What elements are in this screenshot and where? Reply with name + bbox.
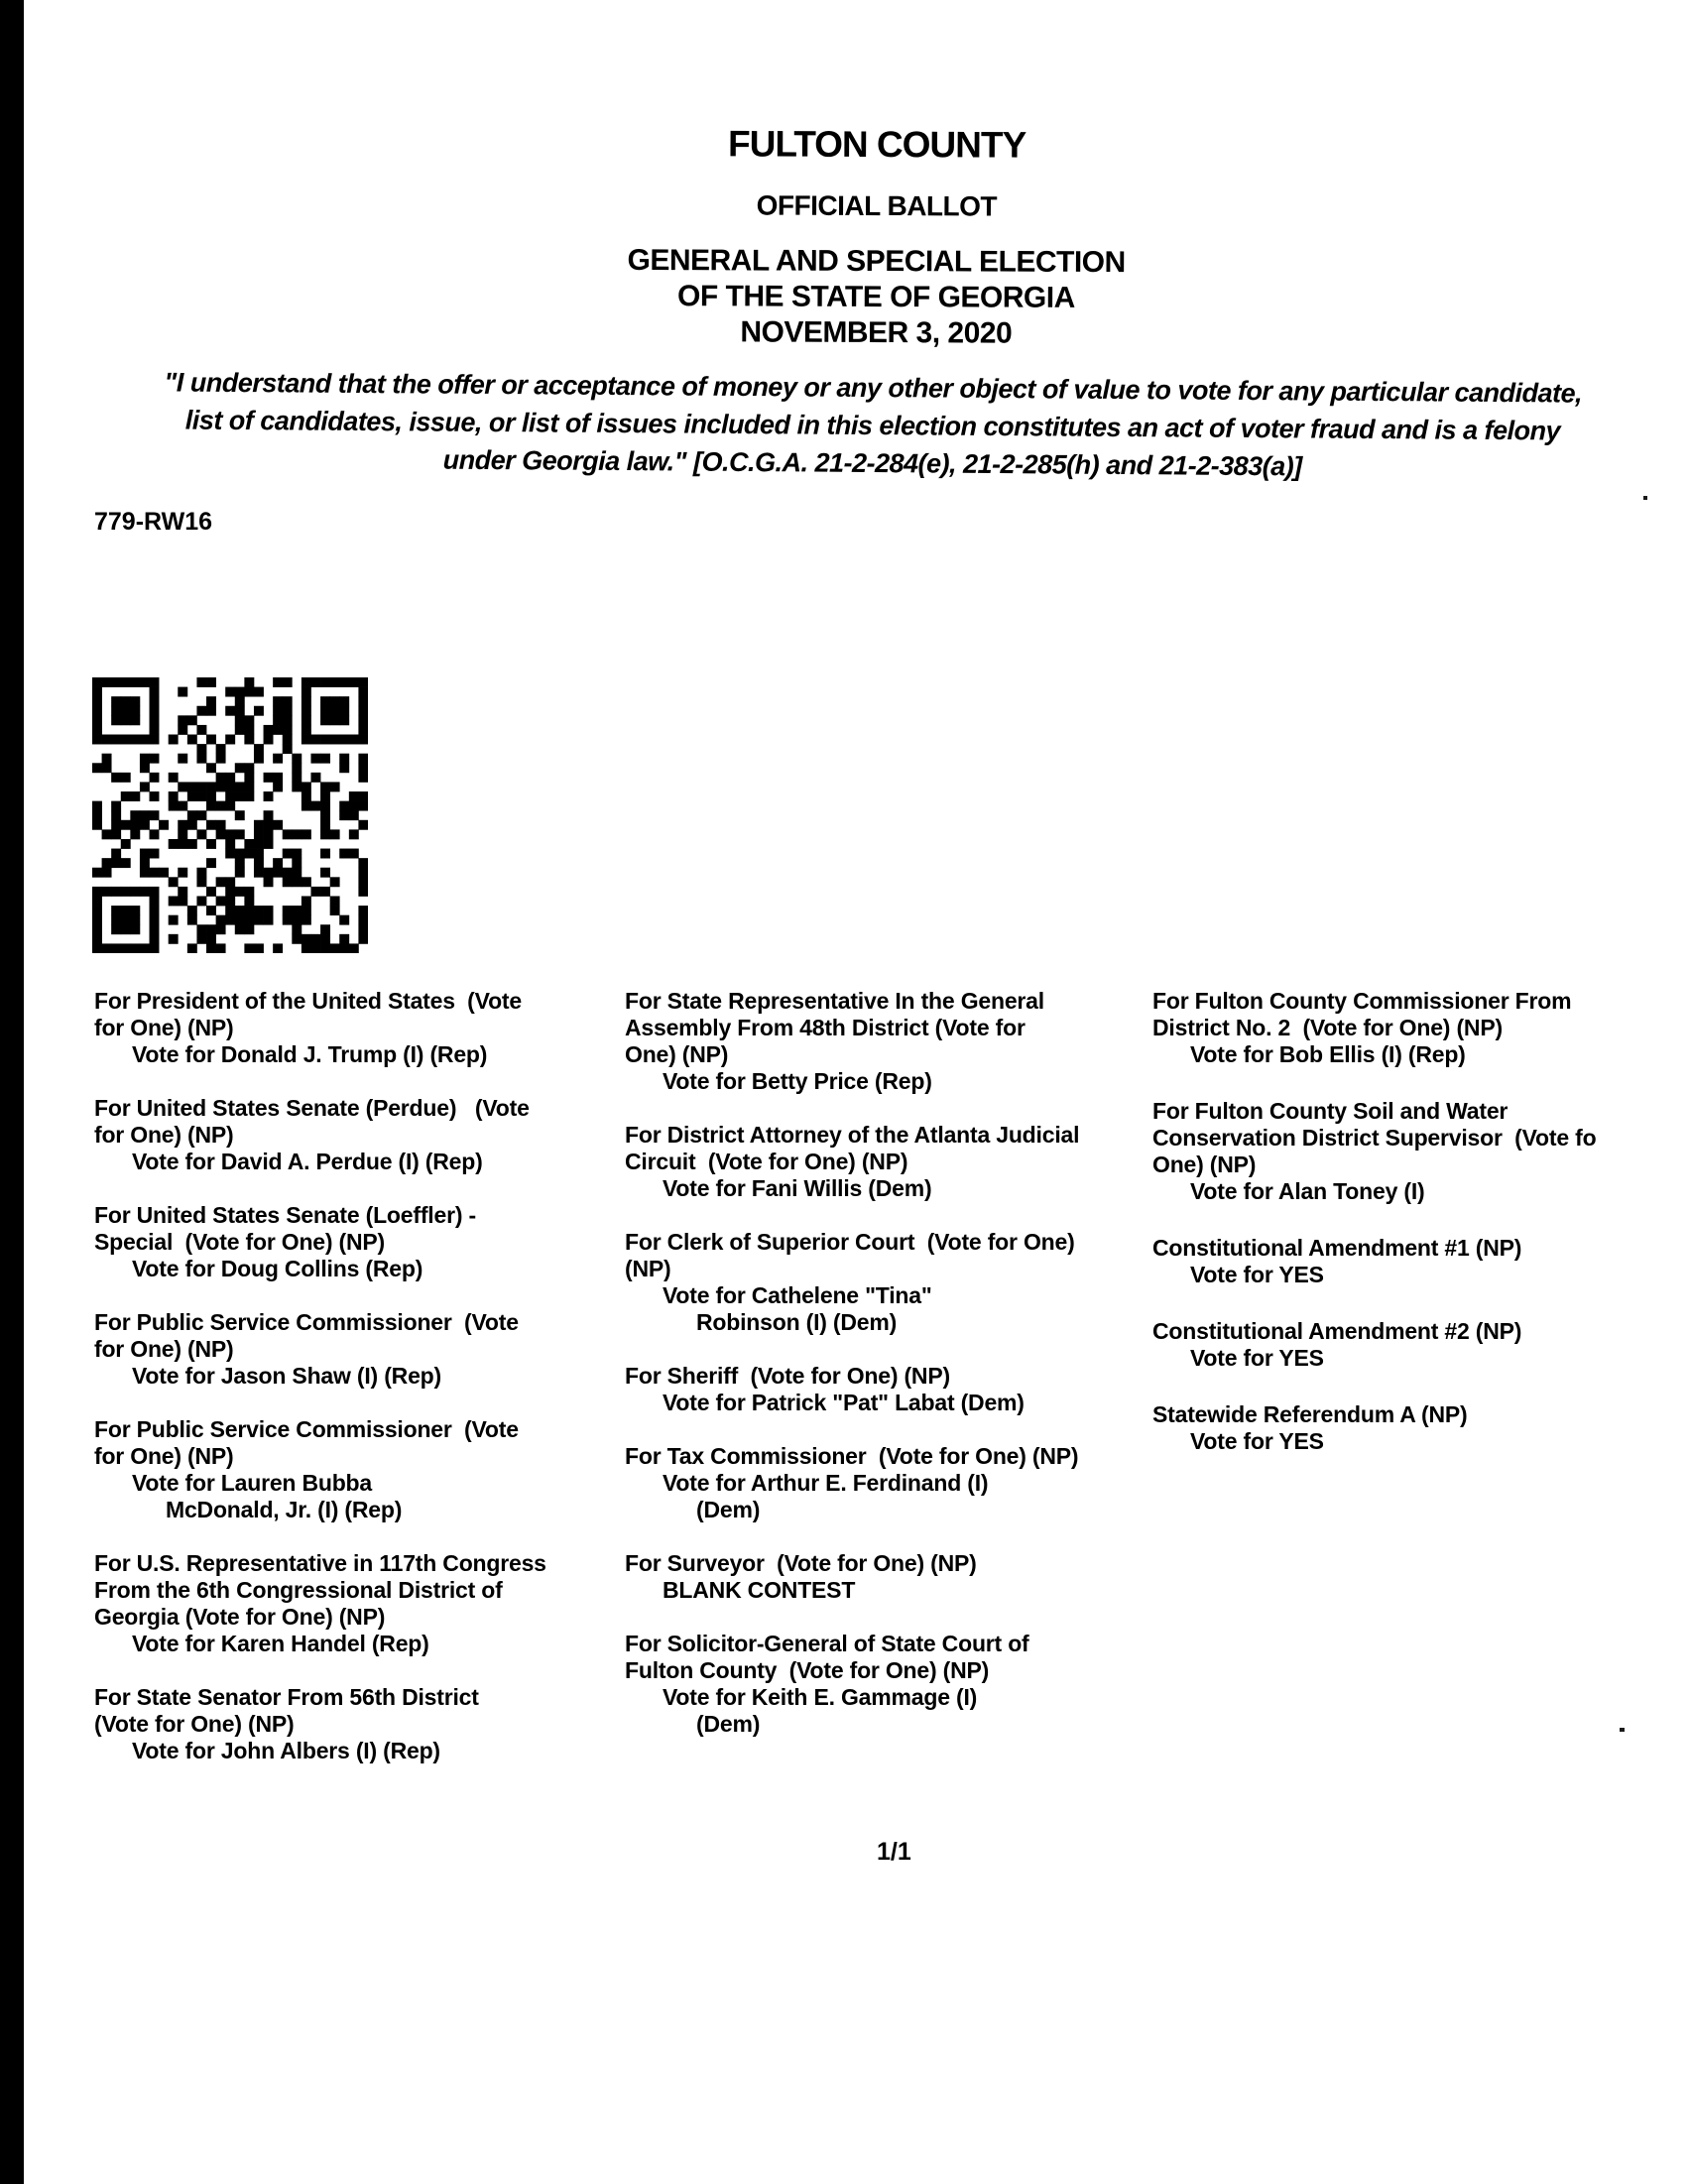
contest-title-line: Statewide Referendum A (NP) (1152, 1401, 1468, 1427)
ballot-header (31, 0, 1690, 355)
ballot-style-code: 779-RW16 (94, 508, 213, 536)
disclaimer-line: list of candidates, issue, or list of issues included in this election constitutes an act of voter fraud and is a felony (184, 405, 1561, 446)
contest-title-line: Circuit (Vote for One) (NP) (625, 1149, 908, 1174)
contest-title-line: For Fulton County Soil and Water (1152, 1098, 1509, 1124)
election-name-line: OF THE STATE OF GEORGIA (677, 280, 1075, 314)
contest-title-line: For Surveyor (Vote for One) (NP) (625, 1550, 977, 1576)
contest-title-line: For President of the United States (Vote (94, 988, 522, 1014)
page-number: 1/1 (877, 1838, 911, 1866)
qr-code-icon (92, 677, 368, 953)
vote-line: Vote for Doug Collins (Rep) (132, 1256, 423, 1281)
vote-line: Robinson (I) (Dem) (696, 1309, 898, 1335)
contest (625, 1631, 1079, 1738)
contest-title-line: For Solicitor-General of State Court of (625, 1631, 1029, 1656)
contest-title-line: For Fulton County Commissioner From (1152, 988, 1572, 1014)
vote-line: Vote for Betty Price (Rep) (663, 1068, 932, 1094)
vote-line: McDonald, Jr. (I) (Rep) (166, 1497, 403, 1522)
contest-title-line: For Public Service Commissioner (Vote (94, 1416, 519, 1442)
contest-title-line: One) (NP) (1152, 1152, 1257, 1177)
scan-speck (1643, 496, 1647, 500)
vote-line: (Dem) (696, 1497, 761, 1522)
ballot-column (94, 988, 546, 1791)
election-name (31, 240, 1690, 354)
contest-title-line: For Sheriff (Vote for One) (NP) (625, 1363, 950, 1389)
vote-line: Vote for Lauren Bubba (132, 1470, 372, 1496)
scanner-edge-bar (0, 0, 24, 2184)
contest-title-line: For Public Service Commissioner (Vote (94, 1309, 519, 1335)
contest (94, 1684, 546, 1764)
county-title: FULTON COUNTY (727, 123, 1026, 166)
ballot-column (625, 988, 1079, 1764)
disclaimer-line: under Georgia law." [O.C.G.A. 21-2-284(e), 21-2-285(h) and 21-2-383(a)] (442, 444, 1302, 482)
contest (94, 1416, 546, 1523)
contest-title-line: For Clerk of Superior Court (Vote for One) (625, 1229, 1075, 1255)
contest-title-line: Constitutional Amendment #1 (NP) (1152, 1235, 1522, 1261)
disclaimer-line: "I understand that the offer or acceptance of money or any other object of value to vote for any particular candidate, (164, 367, 1583, 409)
official-ballot-label: OFFICIAL BALLOT (756, 189, 998, 222)
contest-title-line: Assembly From 48th District (Vote for (625, 1015, 1026, 1040)
contest-title-line: District No. 2 (Vote for One) (NP) (1152, 1015, 1503, 1040)
contest (1152, 1235, 1596, 1288)
vote-line: BLANK CONTEST (663, 1577, 856, 1603)
vote-line: Vote for YES (1190, 1345, 1324, 1371)
ballot-column (1152, 988, 1596, 1485)
contest-title-line: Constitutional Amendment #2 (NP) (1152, 1318, 1522, 1344)
contest-title-line: Fulton County (Vote for One) (NP) (625, 1657, 990, 1683)
contest-title-line: Special (Vote for One) (NP) (94, 1229, 386, 1255)
contest-title-line: for One) (NP) (94, 1336, 234, 1362)
contest-title-line: For United States Senate (Perdue) (Vote (94, 1095, 530, 1121)
contest-title-line: (NP) (625, 1256, 671, 1281)
election-date: NOVEMBER 3, 2020 (740, 315, 1013, 350)
contest-title-line: for One) (NP) (94, 1443, 234, 1469)
vote-line: Vote for John Albers (I) (Rep) (132, 1738, 440, 1763)
vote-line: Vote for YES (1190, 1262, 1324, 1287)
contest (94, 988, 546, 1068)
contest (94, 1095, 546, 1175)
vote-line: Vote for Cathelene "Tina" (663, 1282, 932, 1308)
contest-title-line: Conservation District Supervisor (Vote fo (1152, 1125, 1597, 1151)
voter-fraud-disclaimer (28, 362, 1690, 488)
contest (1152, 1401, 1596, 1455)
contest (625, 1550, 1079, 1604)
contest (625, 1229, 1079, 1336)
contest-title-line: for One) (NP) (94, 1015, 234, 1040)
vote-line: Vote for Bob Ellis (I) (Rep) (1190, 1041, 1466, 1067)
contest-title-line: For U.S. Representative in 117th Congress (94, 1550, 546, 1576)
vote-line: Vote for Jason Shaw (I) (Rep) (132, 1363, 441, 1389)
scan-speck (1620, 1728, 1625, 1732)
vote-line: (Dem) (696, 1711, 761, 1737)
contest (625, 988, 1079, 1095)
contest-title-line: (Vote for One) (NP) (94, 1711, 295, 1737)
vote-line: Vote for Karen Handel (Rep) (132, 1631, 429, 1656)
vote-line: Vote for Patrick "Pat" Labat (Dem) (663, 1390, 1025, 1415)
contest-title-line: For State Senator From 56th District (94, 1684, 479, 1710)
election-name-line: GENERAL AND SPECIAL ELECTION (627, 243, 1126, 280)
contest (625, 1363, 1079, 1416)
contest-title-line: For District Attorney of the Atlanta Judicial (625, 1122, 1080, 1148)
contest-title-line: One) (NP) (625, 1041, 729, 1067)
vote-line: Vote for YES (1190, 1428, 1324, 1454)
contest (625, 1443, 1079, 1523)
contest (625, 1122, 1079, 1202)
contest (1152, 1318, 1596, 1372)
vote-line: Vote for Fani Willis (Dem) (663, 1175, 932, 1201)
vote-line: Vote for Donald J. Trump (I) (Rep) (132, 1041, 488, 1067)
vote-line: Vote for Alan Toney (I) (1190, 1178, 1425, 1204)
contest (1152, 1098, 1596, 1205)
contest-title-line: For State Representative In the General (625, 988, 1044, 1014)
vote-line: Vote for Arthur E. Ferdinand (I) (663, 1470, 989, 1496)
contest-title-line: For Tax Commissioner (Vote for One) (NP) (625, 1443, 1079, 1469)
vote-line: Vote for Keith E. Gammage (I) (663, 1684, 978, 1710)
contest (94, 1309, 546, 1390)
contest (94, 1550, 546, 1657)
contest-title-line: Georgia (Vote for One) (NP) (94, 1604, 386, 1630)
contest (1152, 988, 1596, 1068)
vote-line: Vote for David A. Perdue (I) (Rep) (132, 1149, 483, 1174)
contest-title-line: for One) (NP) (94, 1122, 234, 1148)
contest-title-line: From the 6th Congressional District of (94, 1577, 503, 1603)
contest-title-line: For United States Senate (Loeffler) - (94, 1202, 476, 1228)
contest (94, 1202, 546, 1282)
